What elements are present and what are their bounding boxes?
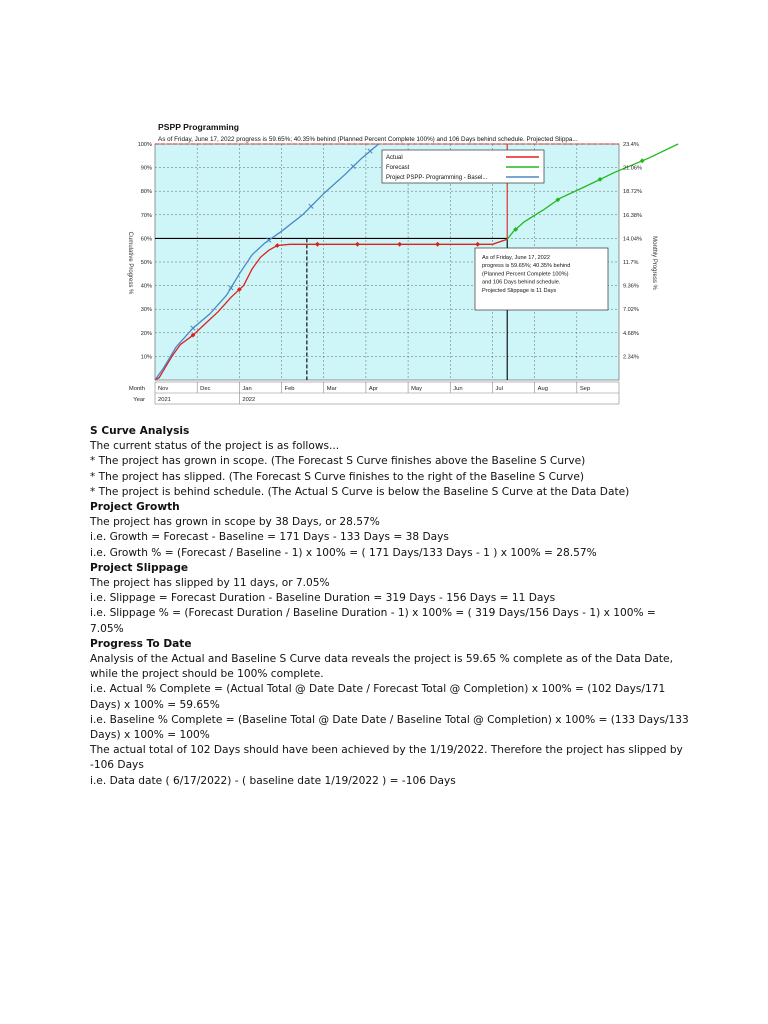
chart-title: PSPP Programming [158, 122, 240, 132]
heading-progress-to-date: Progress To Date [90, 637, 192, 650]
annotation-line: As of Friday, June 17, 2022 [482, 255, 550, 261]
month-tick-label: Nov [158, 386, 169, 392]
bullet-scope: * The project has grown in scope. (The Forecast S Curve finishes above the Baseline S Curve) [90, 455, 586, 468]
y2-axis-label: Monthly Progress % [651, 236, 657, 290]
s-curve-chart-svg [118, 118, 657, 408]
month-tick-label: Jul [495, 386, 503, 392]
growth-percent-formula: i.e. Growth % = (Forecast / Baseline - 1) x 100% = ( 171 Days/133 Days - 1 ) x 100% = 28.57% [90, 546, 597, 559]
annotation-line: and 106 Days behind schedule. [482, 279, 561, 286]
baseline-complete-formula: i.e. Baseline % Complete = (Baseline Total @ Date Date / Baseline Total @ Completion) x 100% = (133 Days/133 Days) x 100% = 100% [90, 713, 689, 742]
slippage-percent-formula: i.e. Slippage % = (Forecast Duration / Baseline Duration - 1) x 100% = ( 319 Days/156 Days - 1) x 100% = 7.05% [90, 607, 656, 635]
growth-formula: i.e. Growth = Forecast - Baseline = 171 Days - 133 Days = 38 Days [90, 531, 449, 544]
legend-label-forecast: Forecast [386, 165, 410, 171]
y2-tick-label: 23.4% [623, 142, 639, 148]
x-row-label-month: Month [128, 386, 145, 392]
y-tick-label: 100% [137, 142, 152, 148]
y-tick-label: 90% [140, 165, 152, 172]
y-tick-label: 70% [140, 212, 152, 219]
y-tick-label: 40% [140, 283, 152, 290]
heading-s-curve-analysis: S Curve Analysis [90, 425, 190, 437]
annotation-line: (Planned Percent Complete 100%) [482, 271, 569, 278]
month-tick-label: Feb [284, 386, 295, 392]
bullet-behind: * The project is behind schedule. (The Actual S Curve is below the Baseline S Curve at the Data Date) [90, 485, 630, 498]
y2-tick-label: 18.72% [623, 189, 642, 196]
y2-tick-label: 2.34% [623, 354, 639, 361]
y2-tick-label: 21.06% [623, 165, 642, 172]
heading-project-slippage: Project Slippage [90, 561, 189, 574]
month-tick-label: Jun [453, 386, 463, 392]
month-tick-label: Dec [200, 386, 211, 392]
slippage-formula: i.e. Slippage = Forecast Duration - Baseline Duration = 319 Days - 156 Days = 11 Days [90, 592, 556, 605]
y2-tick-label: 14.04% [623, 236, 642, 243]
slippage-summary: The project has slipped by 11 days, or 7.05% [90, 577, 330, 590]
legend-label-baseline: Project PSPP- Programming - Basel... [386, 175, 488, 181]
annotation-line: Projected Slippage is 11 Days [482, 287, 557, 294]
bullet-slipped: * The project has slipped. (The Forecast S Curve finishes to the right of the Baseline S Curve) [90, 470, 584, 483]
legend-label-actual: Actual [386, 155, 403, 161]
y-tick-label: 30% [140, 307, 152, 314]
x-row-label-year: Year [133, 397, 145, 403]
s-curve-chart [118, 118, 657, 408]
chart-subtitle: As of Friday, June 17, 2022 progress is 59.65%; 40.35% behind (Planned Percent Complete 100%) and 106 Days behind schedule. Projected Slippa... [158, 136, 578, 143]
month-tick-label: Apr [368, 386, 378, 392]
growth-summary: The project has grown in scope by 38 Days, or 28.57% [90, 516, 380, 529]
y-axis-label: Cumulative Progress % [127, 231, 133, 295]
actual-complete-formula: i.e. Actual % Complete = (Actual Total @ Date Date / Forecast Total @ Completion) x 100% = (102 Days/171 Days) x 100% = 59.65% [90, 683, 666, 711]
annotation-line: progress is 59.65%; 40.35% behind [482, 263, 571, 270]
analysis-document [90, 424, 690, 789]
month-tick-label: Sep [579, 386, 591, 392]
y2-tick-label: 4.68% [623, 330, 639, 337]
actual-total-statement: The actual total of 102 Days should have been achieved by the 1/19/2022. Therefore the project has slipped by -106 Days [90, 744, 683, 772]
year-tick-label: 2022 [242, 397, 256, 403]
y2-tick-label: 9.36% [623, 283, 639, 290]
month-tick-label: Mar [326, 386, 337, 392]
status-annotation [475, 248, 608, 310]
paragraph-status-intro: The current status of the project is as follows... [90, 440, 340, 453]
point-marker-forecast [640, 158, 645, 163]
y-tick-label: 20% [140, 330, 152, 337]
y-tick-label: 80% [140, 189, 152, 196]
y-tick-label: 60% [140, 236, 152, 243]
data-date-formula: i.e. Data date ( 6/17/2022) - ( baseline date 1/19/2022 ) = -106 Days [90, 774, 456, 787]
heading-project-growth: Project Growth [90, 501, 180, 514]
y-tick-label: 10% [140, 354, 152, 361]
y2-tick-label: 7.02% [623, 307, 639, 314]
month-tick-label: Aug [537, 386, 548, 392]
y-tick-label: 50% [140, 260, 152, 266]
month-tick-label: May [411, 386, 423, 392]
year-tick-label: 2021 [158, 397, 171, 403]
y2-tick-label: 16.38% [623, 212, 642, 219]
y2-tick-label: 11.7% [623, 260, 639, 266]
month-tick-label: Jan [242, 386, 252, 392]
progress-analysis: Analysis of the Actual and Baseline S Curve data reveals the project is 59.65 % complete as of the Data Date, while the project should be 100% complete. [90, 653, 673, 681]
legend [382, 150, 544, 183]
